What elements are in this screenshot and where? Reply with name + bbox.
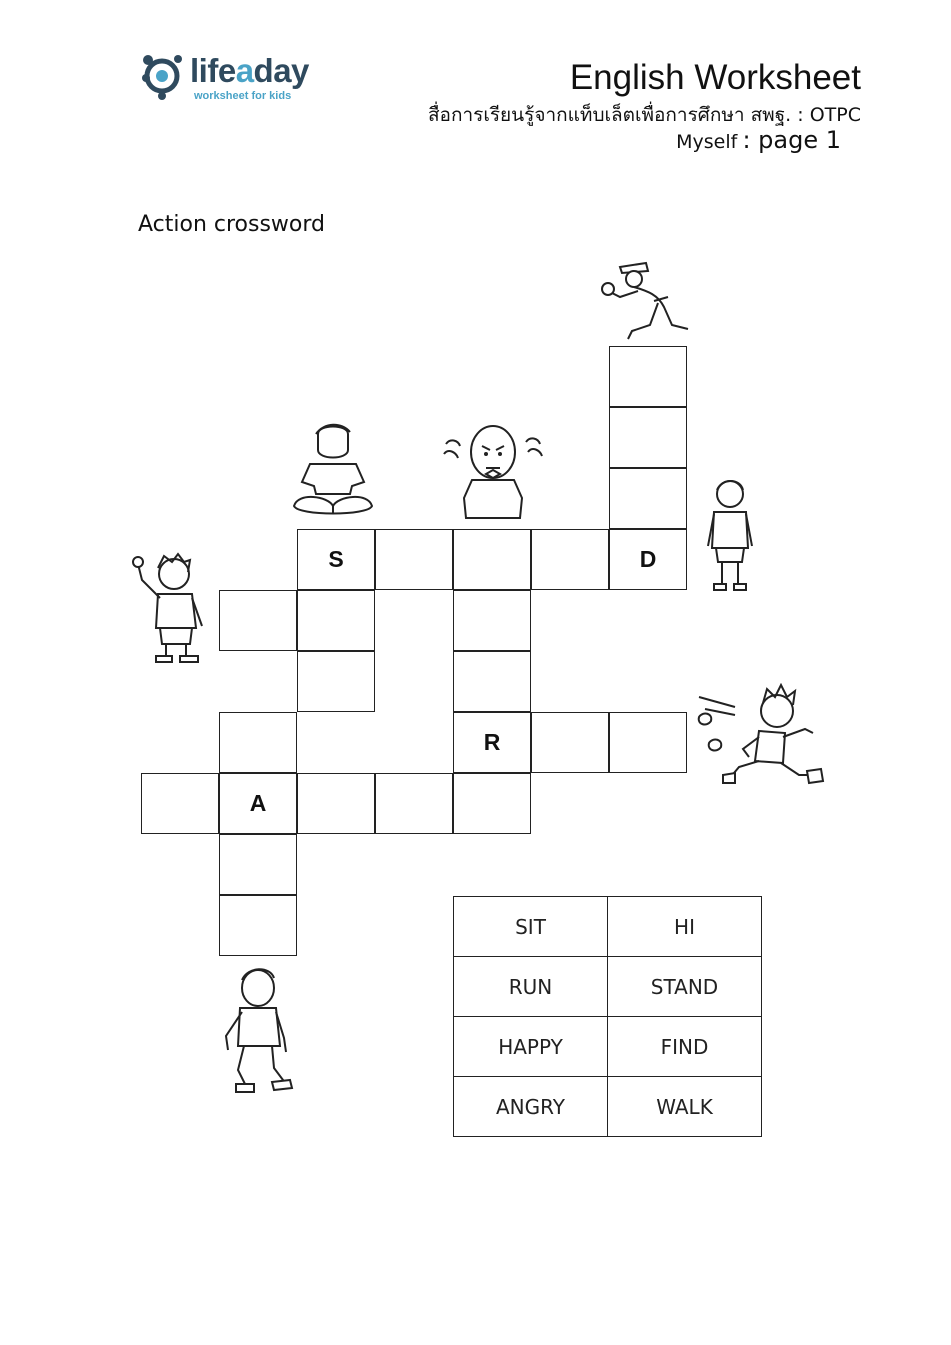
crossword-cell[interactable]: [609, 346, 687, 407]
crossword-cell[interactable]: [297, 651, 375, 712]
crossword-cell[interactable]: [453, 651, 531, 712]
crossword-cell[interactable]: [375, 529, 453, 590]
logo-wordmark: lifeaday: [190, 52, 309, 89]
page-number: : page 1: [742, 126, 841, 154]
page-title: English Worksheet: [569, 58, 861, 97]
word-bank-cell: FIND: [608, 1017, 762, 1077]
crossword-cell[interactable]: [219, 590, 297, 651]
page-info: [676, 126, 841, 154]
boy-walking-icon: [214, 966, 294, 1096]
section-title: Action crossword: [138, 212, 326, 237]
table-row: [454, 1077, 762, 1137]
crossword-cell[interactable]: [609, 468, 687, 529]
table-row: [454, 1017, 762, 1077]
logo-tagline: worksheet for kids: [194, 90, 292, 102]
crossword-cell[interactable]: R: [453, 712, 531, 773]
crossword-cell[interactable]: [609, 407, 687, 468]
crossword-cell[interactable]: [297, 590, 375, 651]
boy-running-icon: [695, 683, 827, 795]
boy-waving-icon: [128, 550, 210, 666]
table-row: [454, 897, 762, 957]
crossword-cell[interactable]: [531, 712, 609, 773]
word-bank-cell: STAND: [608, 957, 762, 1017]
angry-child-icon: [438, 418, 548, 522]
crossword-cell[interactable]: [453, 529, 531, 590]
word-bank-table: [453, 896, 762, 1137]
detective-finding-icon: [598, 255, 698, 345]
word-bank-cell: SIT: [454, 897, 608, 957]
table-row: [454, 957, 762, 1017]
crossword-cell[interactable]: [219, 895, 297, 956]
page-subtitle: สื่อการเรียนรู้จากแท็บเล็ตเพื่อการศึกษา สพฐ. : OTPC: [427, 104, 861, 126]
word-bank-cell: HAPPY: [454, 1017, 608, 1077]
topic-label: Myself: [676, 131, 738, 153]
crossword-cell[interactable]: [453, 590, 531, 651]
crossword-cell[interactable]: A: [219, 773, 297, 834]
logo-molecule-icon: [140, 50, 188, 102]
crossword-cell[interactable]: [609, 712, 687, 773]
logo: [140, 50, 340, 110]
crossword-cell[interactable]: [297, 773, 375, 834]
crossword-cell[interactable]: [531, 529, 609, 590]
crossword-cell[interactable]: [141, 773, 219, 834]
boy-standing-icon: [700, 476, 760, 594]
word-bank-cell: WALK: [608, 1077, 762, 1137]
crossword-cell[interactable]: [219, 834, 297, 895]
word-bank-cell: HI: [608, 897, 762, 957]
crossword-cell[interactable]: [375, 773, 453, 834]
crossword-cell[interactable]: D: [609, 529, 687, 590]
word-bank-cell: RUN: [454, 957, 608, 1017]
crossword-cell[interactable]: [453, 773, 531, 834]
crossword-cell[interactable]: [219, 712, 297, 773]
word-bank-cell: ANGRY: [454, 1077, 608, 1137]
child-sitting-icon: [288, 420, 378, 520]
crossword-cell[interactable]: S: [297, 529, 375, 590]
